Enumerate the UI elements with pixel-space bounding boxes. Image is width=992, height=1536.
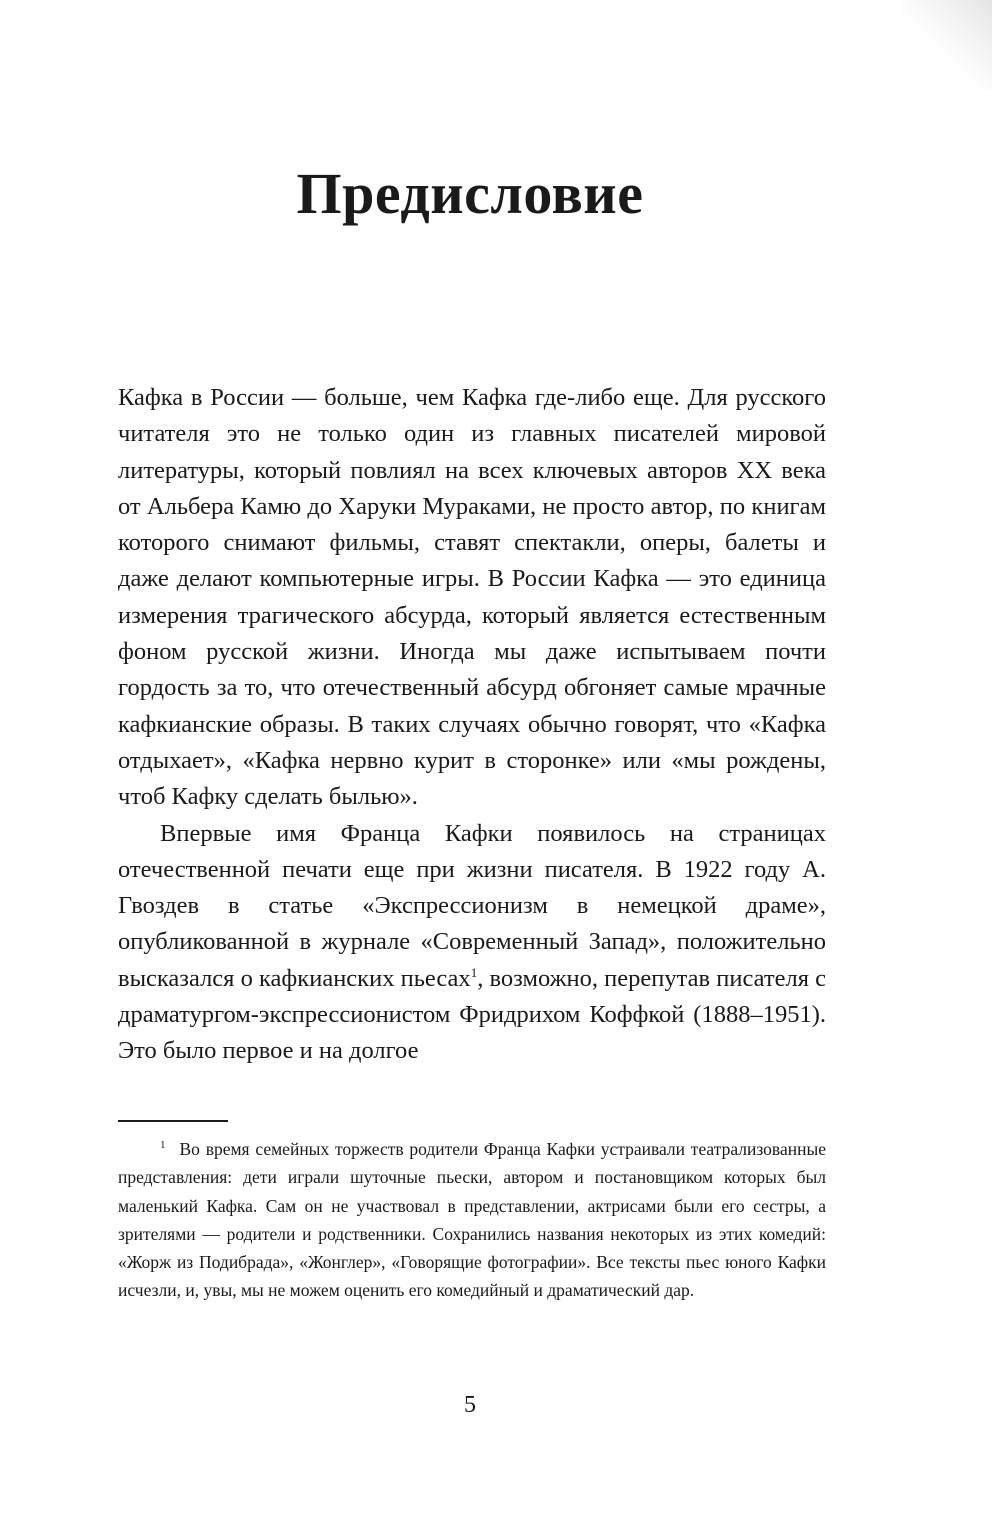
chapter-title: Предисловие (296, 161, 644, 226)
paragraph-2 (118, 816, 826, 1070)
page-number: 5 (464, 1392, 476, 1418)
footnote-text: Во время семейных торжеств родители Франца Кафки устраивали театрализованные представления: дети играли шуточные пьески, автором и постановщиком которых был маленький Кафка. Сам он не участвовал в представлении, актрисами были его сестры, а зрителями — родители и родственники. Сохранились названия некоторых из этих комедий: «Жорж из Подибрада», «Жонглер», «Говорящие фотографии». Все тексты пьес юного Кафки исчезли, и, увы, мы не можем оценить его комедийный и драматический дар. (118, 1139, 826, 1301)
footnote-divider (118, 1120, 228, 1122)
footnote-mark: 1 (160, 1139, 166, 1152)
footnote-reference: 1 (470, 964, 478, 980)
paragraph-1: Кафка в России — больше, чем Кафка где-либо еще. Для русского читателя это не только один из главных писателей мировой литературы, который повлиял на всех ключевых авторов XX века от Альбера Камю до Харуки Мураками, не просто автор, по книгам которого снимают фильмы, ставят спектакли, оперы, балеты и даже делают компьютерные игры. В России Кафка — это единица измерения трагического абсурда, который является естественным фоном русской жизни. Иногда мы даже испытываем почти гордость за то, что отечественный абсурд обгоняет самые мрачные кафкианские образы. В таких случаях обычно говорят, что «Кафка отдыхает», «Кафка нервно курит в сторонке» или «мы рождены, чтоб Кафку сделать былью». (118, 384, 826, 811)
paragraph-2-text-start: Впервые имя Франца Кафки появилось на страницах отечественной печати еще при жизни писателя. В 1922 году А. Гвоздев в статье «Экспрессионизм в немецкой драме», опубликованной в журнале «Современный Запад», положительно высказался о кафкианских пьесах (118, 819, 826, 992)
footnote (118, 1135, 826, 1305)
page-corner-shadow (902, 0, 992, 90)
paragraph-2-text-end: , возможно, перепутав писателя с драматургом-экспрессионистом Фридрихом Коффкой (1888–1951). Это было первое и на долгое (118, 964, 827, 1065)
main-text (118, 380, 826, 1070)
